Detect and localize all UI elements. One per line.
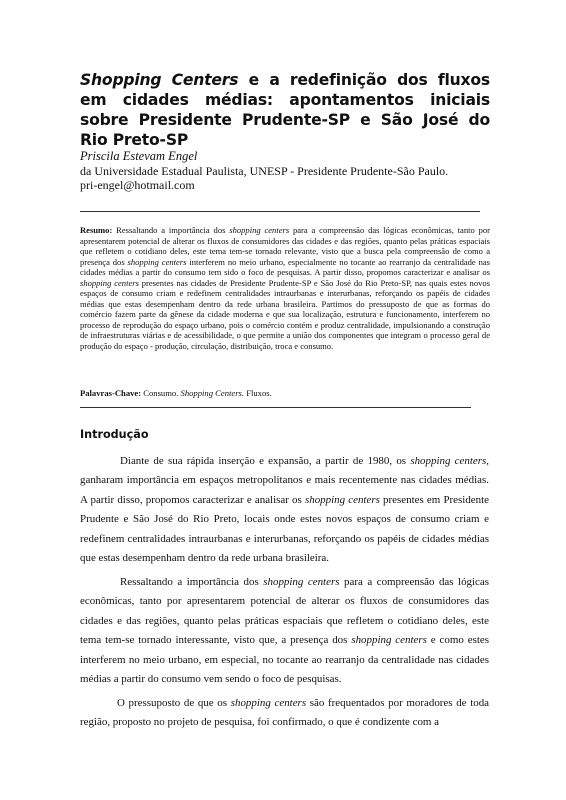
keyword: Consumo. — [143, 388, 179, 398]
abstract-text: presentes nas cidades de Presidente Prudente-SP e São José do Rio Preto-SP, nas quais estes novos espaços de consumo criam e redefinem centralidades intraurbanas e interurbanas, reforçando os papéis de cidades médias que estas desempenham dentro da rede urbana brasileira. Partimos do pressuposto de que as formas do comércio fazem parte da gênese da cidade moderna e que sua localização, estrutura e funcionamento, interferem no processo de reprodução do espaço urbano, pois o comércio contém e produz centralidade, impulsionando a construção de infraestruturas viárias e de acessibilidade, o que permite a união dos componentes que integram o processo geral de produção do espaço - produção, circulação, distribuição, troca e consumo. — [80, 277, 490, 352]
keyword: Shopping Centers. — [180, 388, 245, 398]
abstract-term: shopping centers — [80, 277, 139, 288]
bottom-divider — [80, 407, 471, 408]
keywords — [80, 388, 490, 399]
abstract-term: shopping centers — [229, 225, 290, 235]
text-run: Diante de sua rápida inserção e expansão, a partir de 1980, os — [120, 455, 407, 467]
abstract-term: shopping centers — [127, 256, 187, 267]
abstract-label: Resumo: — [80, 225, 113, 235]
keyword: Fluxos. — [246, 388, 272, 398]
author-name: Priscila Estevam Engel — [80, 149, 198, 163]
abstract-text: para a compreensão das lógicas econômicas, tanto por apresentarem potencial de alterar os fluxos de consumidores das cidades e das regiões, quanto pelas práticas espaciais que refletem o cotidiano deles, este tema tem-se tornado relevante, visto que a busca pela compreensão de como a presença dos — [80, 225, 490, 267]
text-run: são frequentados por moradores de toda região, proposto no projeto de pesquisa, foi confirmado, o que é condizente com a — [80, 696, 490, 729]
keywords-label: Palavras-Chave: — [80, 388, 142, 398]
text-term: shopping centers — [230, 696, 307, 709]
paragraph-3 — [80, 694, 489, 733]
title-italic-part: Shopping Centers — [80, 71, 239, 89]
text-run: e como estes interferem no meio urbano, em especial, no tocante ao rearranjo da centralidade nas cidades médias a partir do consumo vem sendo o foco de pesquisas. — [80, 634, 489, 685]
paragraph-1 — [80, 452, 489, 568]
text-run: presentes em Presidente Prudente e São José do Rio Preto, locais onde estes novos espaços de consumo criam e redefinem centralidades intraurbanas e interurbanas, reforçando os papéis de cidades médias que estas desempenham dentro da rede urbana brasileira. — [80, 493, 490, 565]
text-run: O pressuposto de que os — [117, 696, 228, 709]
text-term: shopping centers — [410, 455, 487, 467]
text-term: shopping centers — [351, 634, 427, 647]
abstract-text: Ressaltando a importância dos — [116, 225, 226, 235]
text-run: , ganharam importância em espaços metropolitanos e mais recentemente nas cidades médias. A partir disso, propomos caracterizar e analisar os — [80, 455, 489, 506]
paper-title — [80, 70, 490, 150]
text-term: shopping centers — [304, 493, 380, 506]
author-affiliation: da Universidade Estadual Paulista, UNESP - Presidente Prudente-São Paulo. — [80, 163, 449, 178]
text-run: para a compreensão das lógicas econômicas, tanto por apresentarem potencial de alterar os fluxos de consumidores das cidades e das regiões, quanto pelas práticas espaciais que refletem o cotidiano deles, este tema tem-se tornado interessante, visto que, a presença dos — [80, 575, 490, 647]
title-rest: e a redefinição dos fluxos em cidades médias: apontamentos iniciais sobre Presidente Prudente-SP e São José do Rio Preto-SP — [80, 71, 490, 149]
author-email: pri-engel@hotmail.com — [80, 178, 195, 192]
text-term: shopping centers — [263, 575, 340, 588]
author-block — [80, 149, 460, 193]
abstract-text: interferem no meio urbano, especialmente no tocante ao rearranjo da centralidade nas cidades médias a partir do consumo tem sido o foco de pesquisas. A partir disso, propomos caracterizar e analisar os — [80, 256, 490, 278]
abstract — [80, 225, 490, 352]
top-divider — [80, 211, 480, 212]
text-run: Ressaltando a importância dos — [120, 575, 259, 588]
body-text — [80, 452, 489, 733]
section-heading: Introdução — [80, 428, 149, 441]
paragraph-2 — [80, 573, 489, 689]
